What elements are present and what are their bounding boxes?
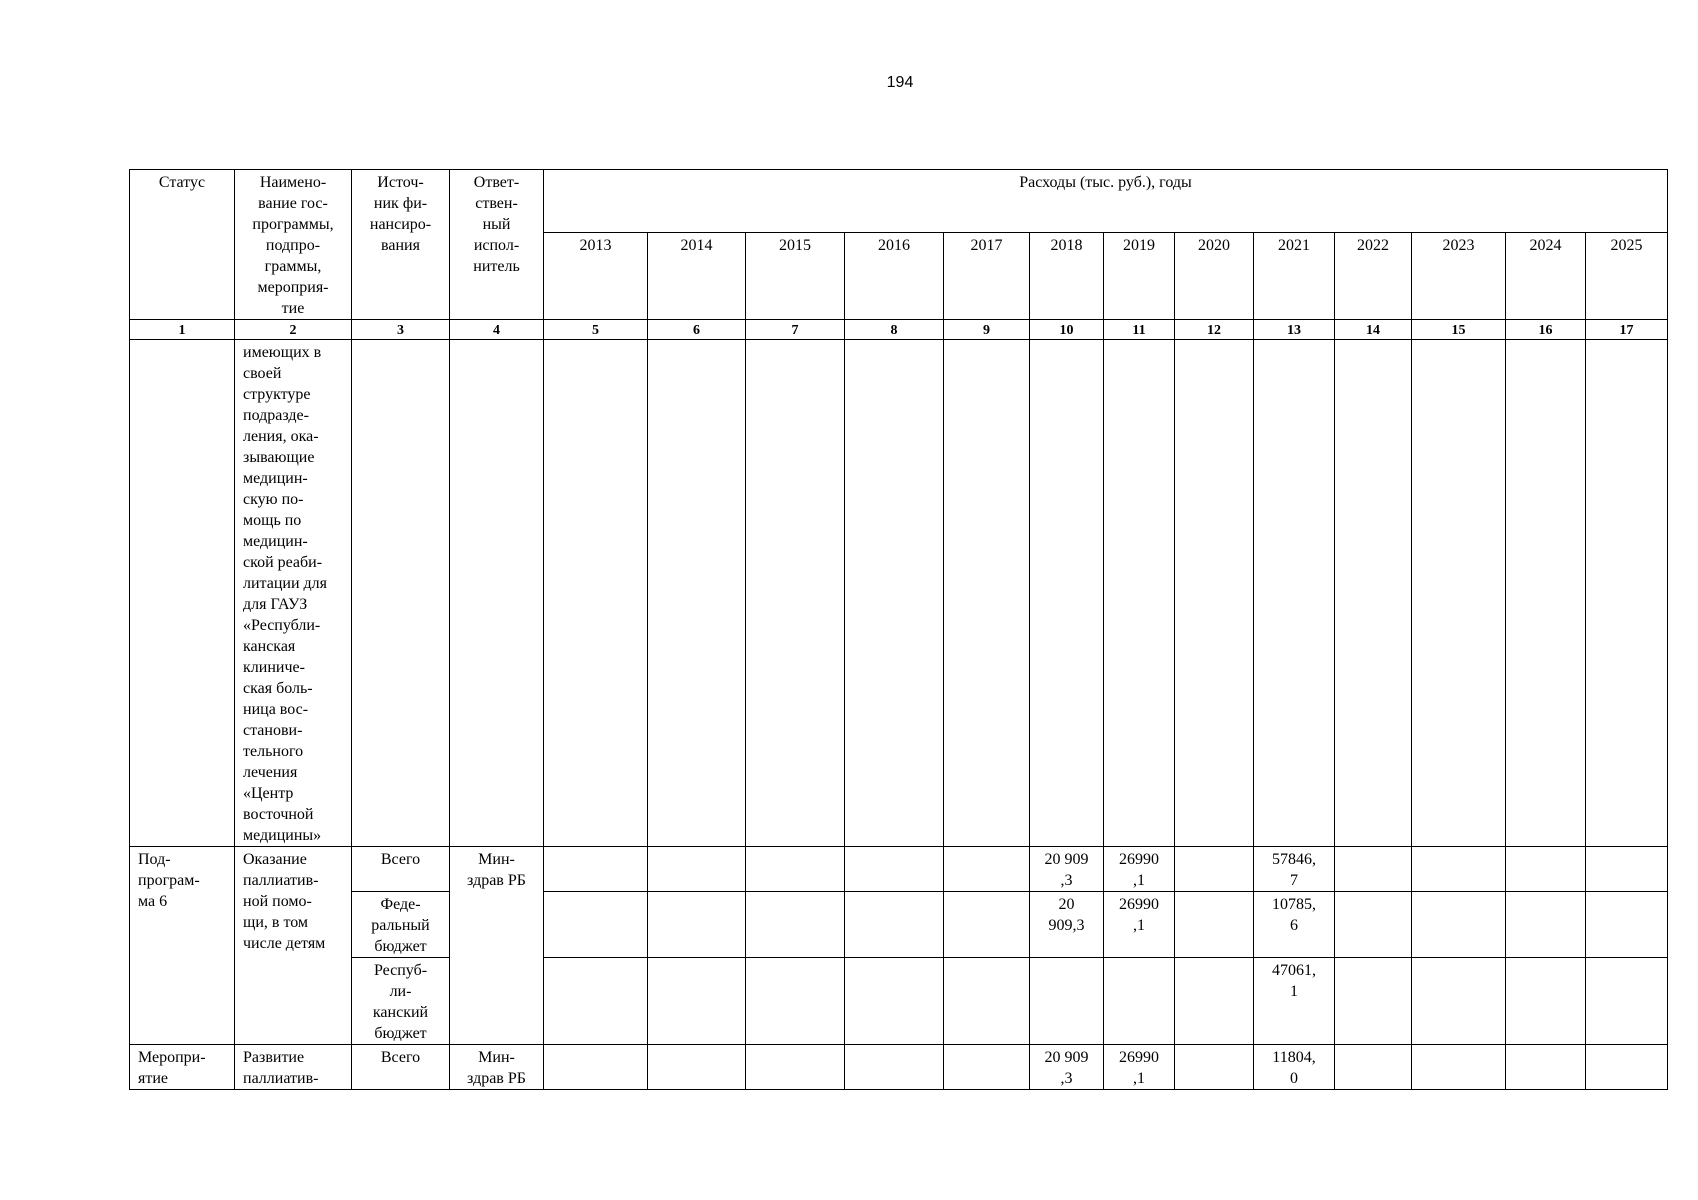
value-cell	[1506, 1045, 1586, 1090]
source-cell: Респуб- ли- канский бюджет	[352, 958, 450, 1045]
value-cell	[1506, 340, 1586, 847]
header-status: Статус	[130, 170, 235, 320]
status-cell: Под- програм- ма 6	[130, 847, 235, 1045]
header-row	[130, 170, 1668, 233]
name-cell: Оказание паллиатив- ной помо- щи, в том числе детям	[235, 847, 352, 1045]
value-cell	[1335, 340, 1412, 847]
value-cell	[1175, 847, 1254, 892]
value-cell	[1412, 340, 1506, 847]
column-number: 4	[450, 320, 544, 340]
value-cell	[1175, 892, 1254, 958]
column-number: 13	[1254, 320, 1335, 340]
page-number: 194	[886, 74, 914, 91]
value-cell	[1586, 958, 1668, 1045]
status-cell	[130, 340, 235, 847]
value-cell	[1335, 847, 1412, 892]
value-cell	[544, 847, 648, 892]
value-cell	[648, 958, 746, 1045]
executor-cell	[450, 340, 544, 847]
column-number: 3	[352, 320, 450, 340]
year-header: 2013	[544, 233, 648, 320]
year-header: 2021	[1254, 233, 1335, 320]
year-header: 2022	[1335, 233, 1412, 320]
value-cell	[648, 892, 746, 958]
status-cell: Меропри- ятие	[130, 1045, 235, 1090]
header-executor: Ответ- ствен- ный испол- нитель	[450, 170, 544, 320]
value-cell	[944, 340, 1030, 847]
value-cell: 20 909 ,3	[1030, 1045, 1104, 1090]
header-name: Наимено- вание гос- программы, подпро- граммы, мероприя- тие	[235, 170, 352, 320]
column-number: 8	[845, 320, 944, 340]
column-number: 14	[1335, 320, 1412, 340]
source-cell: Всего	[352, 847, 450, 892]
table-row	[130, 847, 1668, 892]
value-cell	[1506, 847, 1586, 892]
value-cell	[1412, 1045, 1506, 1090]
column-number: 5	[544, 320, 648, 340]
value-cell	[1104, 340, 1175, 847]
value-cell	[544, 958, 648, 1045]
value-cell	[648, 1045, 746, 1090]
value-cell	[1175, 1045, 1254, 1090]
year-header: 2014	[648, 233, 746, 320]
value-cell	[944, 1045, 1030, 1090]
value-cell	[845, 340, 944, 847]
expenses-table	[129, 169, 1668, 1090]
value-cell: 20 909,3	[1030, 892, 1104, 958]
table-row	[130, 892, 1668, 958]
executor-cell: Мин- здрав РБ	[450, 1045, 544, 1090]
value-cell	[1254, 340, 1335, 847]
value-cell	[1586, 340, 1668, 847]
header-source: Источ- ник фи- нансиро- вания	[352, 170, 450, 320]
value-cell	[845, 847, 944, 892]
source-cell	[352, 340, 450, 847]
table-row	[130, 1045, 1668, 1090]
column-number: 17	[1586, 320, 1668, 340]
year-header: 2015	[746, 233, 845, 320]
column-number: 6	[648, 320, 746, 340]
value-cell	[648, 340, 746, 847]
year-header: 2019	[1104, 233, 1175, 320]
year-header: 2023	[1412, 233, 1506, 320]
value-cell	[746, 1045, 845, 1090]
year-header: 2018	[1030, 233, 1104, 320]
value-cell	[544, 1045, 648, 1090]
value-cell: 26990 ,1	[1104, 892, 1175, 958]
column-number-row	[130, 320, 1668, 340]
executor-cell: Мин- здрав РБ	[450, 847, 544, 1045]
value-cell	[1335, 892, 1412, 958]
column-number: 12	[1175, 320, 1254, 340]
column-number: 7	[746, 320, 845, 340]
value-cell	[845, 892, 944, 958]
value-cell: 47061, 1	[1254, 958, 1335, 1045]
value-cell: 11804, 0	[1254, 1045, 1335, 1090]
column-number: 11	[1104, 320, 1175, 340]
value-cell	[845, 1045, 944, 1090]
value-cell	[1586, 1045, 1668, 1090]
column-number: 16	[1506, 320, 1586, 340]
column-number: 10	[1030, 320, 1104, 340]
value-cell	[1506, 892, 1586, 958]
value-cell	[1335, 958, 1412, 1045]
value-cell	[1030, 958, 1104, 1045]
value-cell	[1335, 1045, 1412, 1090]
value-cell	[648, 847, 746, 892]
value-cell: 26990 ,1	[1104, 847, 1175, 892]
column-number: 15	[1412, 320, 1506, 340]
value-cell	[1030, 340, 1104, 847]
header-expenses: Расходы (тыс. руб.), годы	[544, 170, 1668, 233]
table-row	[130, 958, 1668, 1045]
value-cell	[746, 892, 845, 958]
source-cell: Всего	[352, 1045, 450, 1090]
value-cell	[746, 847, 845, 892]
value-cell	[1412, 892, 1506, 958]
value-cell	[1586, 847, 1668, 892]
value-cell: 26990 ,1	[1104, 1045, 1175, 1090]
value-cell	[944, 892, 1030, 958]
source-cell: Феде- ральный бюджет	[352, 892, 450, 958]
value-cell	[544, 340, 648, 847]
value-cell	[746, 958, 845, 1045]
name-cell: имеющих в своей структуре подразде- ления, ока- зывающие медицин- скую по- мощь по медицин- ской реаби- литации для для ГАУЗ «Республи- канская клиниче- ская боль- ница вос- станови- тельного лечения «Центр восточной медицины»	[235, 340, 352, 847]
value-cell	[544, 892, 648, 958]
value-cell: 10785, 6	[1254, 892, 1335, 958]
column-number: 1	[130, 320, 235, 340]
value-cell	[1506, 958, 1586, 1045]
value-cell: 20 909 ,3	[1030, 847, 1104, 892]
value-cell	[1412, 958, 1506, 1045]
value-cell: 57846, 7	[1254, 847, 1335, 892]
column-number: 2	[235, 320, 352, 340]
value-cell	[1104, 958, 1175, 1045]
year-header: 2016	[845, 233, 944, 320]
value-cell	[1175, 340, 1254, 847]
year-header: 2024	[1506, 233, 1586, 320]
value-cell	[746, 340, 845, 847]
value-cell	[1412, 847, 1506, 892]
value-cell	[944, 958, 1030, 1045]
value-cell	[1586, 892, 1668, 958]
column-number: 9	[944, 320, 1030, 340]
year-header: 2025	[1586, 233, 1668, 320]
value-cell	[944, 847, 1030, 892]
table-row	[130, 340, 1668, 847]
name-cell: Развитие паллиатив-	[235, 1045, 352, 1090]
value-cell	[1175, 958, 1254, 1045]
year-header: 2020	[1175, 233, 1254, 320]
year-header: 2017	[944, 233, 1030, 320]
value-cell	[845, 958, 944, 1045]
